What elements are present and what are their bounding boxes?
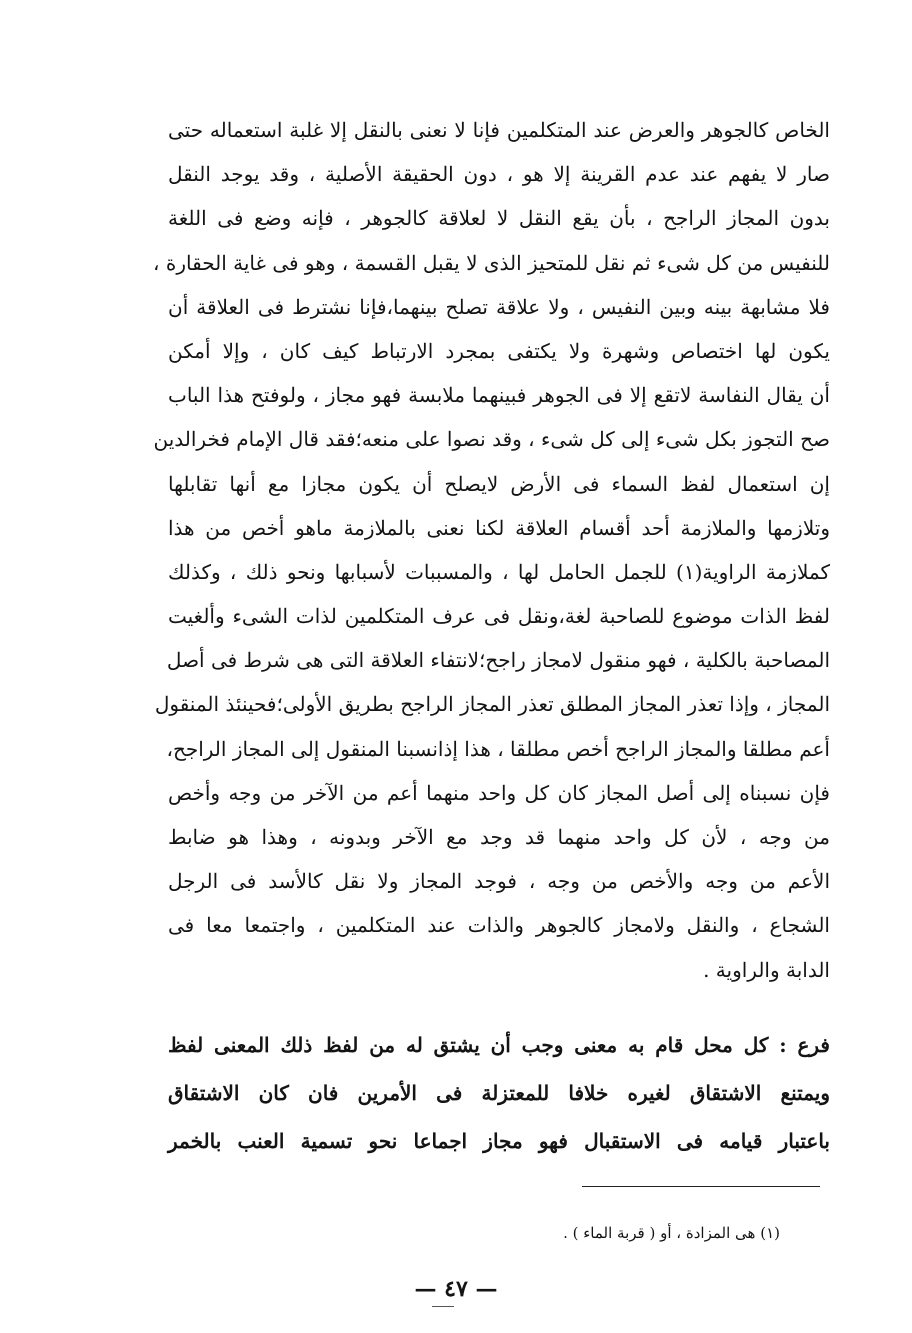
page-number: — ٤٧ — — [414, 1276, 498, 1302]
text-line: الأعم من وجه والأخص من وجه ، فوجد المجاز ولا نقل كالأسد فى الرجل — [168, 869, 830, 894]
text-line: لفظ الذات موضوع للصاحبة لغة،ونقل فى عرف المتكلمين لذات الشىء وألغيت — [168, 604, 830, 629]
text-line: إن استعمال لفظ السماء فى الأرض لايصلح أن يكون مجازا مع أنها تقابلها — [168, 471, 830, 496]
text-line: صح التجوز بكل شىء إلى كل شىء ، وقد نصوا على منعه؛فقد قال الإمام فخرالدين — [153, 427, 830, 452]
text-line: المجاز ، وإذا تعذر المجاز المطلق تعذر المجاز الراجح بطريق الأولى؛فحينئذ المنقول — [154, 692, 830, 717]
text-line: الشجاع ، والنقل ولامجاز كالجوهر والذات عند المتكلمين ، واجتمعا معا فى — [168, 913, 830, 938]
text-line: المصاحبة بالكلية ، فهو منقول لامجاز راجح؛لانتفاء العلاقة التى هى شرط فى أصل — [166, 648, 830, 673]
text-line: يكون لها اختصاص وشهرة ولا يكتفى بمجرد الارتباط كيف كان ، وإلا أمكن — [168, 338, 830, 363]
text-line: للنفيس من كل شىء ثم نقل للمتحيز الذى لا يقبل القسمة ، وهو فى غاية الحقارة ، — [153, 250, 830, 275]
page-number-underline — [432, 1306, 454, 1307]
text-line: أن يقال النفاسة لاتقع إلا فى الجوهر فبينهما ملابسة فهو مجاز ، ولوفتح هذا الباب — [168, 383, 830, 408]
text-line: كملازمة الراوية(١) للجمل الحامل لها ، والمسببات لأسبابها ونحو ذلك ، وكذلك — [168, 559, 830, 584]
text-line: من وجه ، لأن كل واحد منهما قد وجد مع الآخر وبدونه ، وهذا هو ضابط — [168, 825, 830, 849]
text-line: الخاص كالجوهر والعرض عند المتكلمين فإنا لا نعنى بالنقل إلا غلبة استعماله حتى — [168, 118, 830, 142]
section-line: فرع : كل محل قام به معنى وجب أن يشتق له من لفظ ذلك المعنى لفظ — [168, 1033, 830, 1057]
footnote-separator — [582, 1186, 820, 1187]
text-line: صار لا يفهم عند عدم القرينة إلا هو ، دون الحقيقة الأصلية ، وقد يوجد النقل — [168, 162, 830, 187]
text-line: وتلازمها والملازمة أحد أقسام العلاقة لكنا نعنى بالملازمة ماهو أخص من هذا — [168, 515, 830, 540]
text-line: فلا مشابهة بينه وبين النفيس ، ولا علاقة تصلح بينهما،فإنا نشترط فى العلاقة أن — [168, 294, 830, 319]
text-line: أعم مطلقا والمجاز الراجح أخص مطلقا ، هذا إذانسبنا المنقول إلى المجاز الراجح، — [166, 736, 830, 761]
section-line: باعتبار قيامه فى الاستقبال فهو مجاز اجماعا نحو تسمية العنب بالخمر — [168, 1129, 830, 1153]
text-line-final: الدابة والراوية . — [703, 957, 830, 982]
footnote: (١) هى المزادة ، أو ( قربة الماء ) . — [563, 1224, 780, 1242]
text-line: فإن نسبناه إلى أصل المجاز كان كل واحد منهما أعم من الآخر من وجه وأخص — [168, 780, 830, 805]
main-text-block — [153, 108, 830, 992]
text-line: بدون المجاز الراجح ، بأن يقع النقل لا لعلاقة كالجوهر ، فإنه وضع فى اللغة — [168, 206, 830, 231]
section-far-paragraph — [168, 1021, 830, 1165]
section-line: ويمتنع الاشتقاق لغيره خلافا للمعتزلة فى الأمرين فان كان الاشتقاق — [168, 1081, 830, 1105]
